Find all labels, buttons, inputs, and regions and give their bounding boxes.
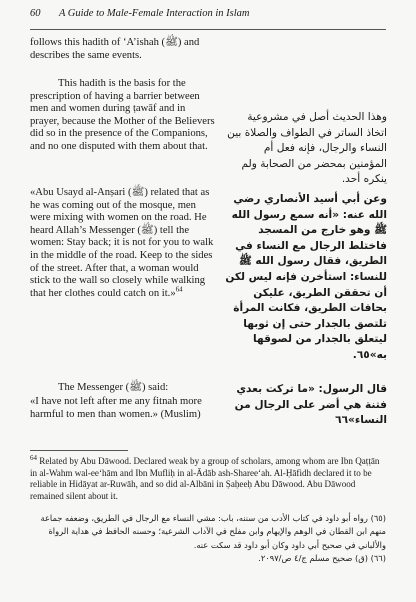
english-column-3 [30, 187, 216, 300]
arabic-paragraph-3: قال الرسول: «ما تركت بعدي فتنة هي أضر على الرجال من النساء»٦٦ [234, 383, 387, 427]
footnote-64-text: Related by Abu Dāwood. Declared weak by a group of scholars, among whom are Ibn Qaṭṭān in al-Wahm wal-ee‘hām and Ibn Mufliḥ in al-Ādāb ash-Sharee‘ah. Al-Ḥāfidh declared it to be reliable in Hidāyat ar-Ruwāh, and so did al-Albāni in Ṣaḥeeḥ Abu Dāwood. Abu Dāwood remained silent about it. [30, 456, 380, 501]
footnote-66-arabic: (٦٦) (ق) صحيح مسلم ج/٤ ص/٢٠٩٧. [258, 553, 386, 564]
english-column-2 [30, 78, 216, 154]
english-column-4 [30, 382, 216, 395]
page-number: 60 [30, 8, 41, 19]
english-column [30, 37, 216, 62]
english-paragraph-3 [30, 187, 216, 300]
footnote-ref-64: 64 [175, 285, 183, 294]
arabic-paragraph-1: وهذا الحديث أصل في مشروعية اتخاذ الساتر في الطواف والصلاة بين النساء والرجال، فإنه فعل أم المؤمنين بمحضر من الصحابة ولم ينكره أحد. [227, 111, 387, 186]
arabic-column [224, 110, 387, 188]
footnote-65-arabic: (٦٥) رواه أبو داود في كتاب الأدب من سننه، باب: مشي النساء مع الرجال في الطريق، وضعفه جماعة منهم ابن القطان في الوهم والإيهام وابن مفلح في الآداب الشرعية؛ وحسنه الحافظ في هداية الرواة والألباني في صحيح أبي داود وكان أبو داود قد سكت عنه. [40, 513, 386, 550]
header-rule [30, 29, 386, 30]
english-column-5 [30, 396, 216, 421]
arabic-paragraph-2: وعن أبي أسيد الأنصاري رضي الله عنه: «أنه سمع رسول الله ﷺ وهو خارج من المسجد فاختلط الرجال مع النساء في الطريق، فقال رسول الله ﷺ للنساء: استأخرن فإنه ليس لكن أن تحققن الطريق، عليكن بحافات الطريق، فكانت المرأة تلتصق بالجدار حتى إن ثوبها ليتعلق بالجدار من لصوقها به»٦٥. [225, 193, 387, 361]
arabic-footnotes [30, 512, 386, 566]
hadith-text: «Abu Usayd al-Anṣari (ﷺ) related that as he was coming out of the mosque, men were mixing with women on the road. He heard Allah’s Messenger (ﷺ) tell the women: Stay back; it is not for you to walk in the middle of the road. Keep to the sides of the street. After that, a woman would stick to the wall so closely while walking that her clothes could catch on it.» [30, 187, 214, 299]
english-paragraph-2: This hadith is the basis for the prescription of having a barrier between men and women during ṭawāf and in prayer, because the Mother of the Believers did so in the presence of the Companions, and no one disputed with them about that. [30, 78, 215, 152]
book-title: A Guide to Male-Female Interaction in Islam [58, 8, 250, 19]
footnote-number-64: 64 [30, 453, 37, 462]
footnote-64 [30, 453, 386, 502]
arabic-column-3 [224, 382, 387, 429]
english-paragraph-4: The Messenger (ﷺ) said: [58, 382, 169, 393]
running-header [30, 8, 386, 19]
arabic-column-2 [224, 192, 387, 364]
english-paragraph-1: follows this hadith of ‘A’ishah (ﷺ) and describes the same events. [30, 37, 200, 61]
footnote-rule [30, 450, 128, 451]
english-paragraph-5: «I have not left after me any fitnah more harmful to men than women.» (Muslim) [30, 396, 202, 420]
